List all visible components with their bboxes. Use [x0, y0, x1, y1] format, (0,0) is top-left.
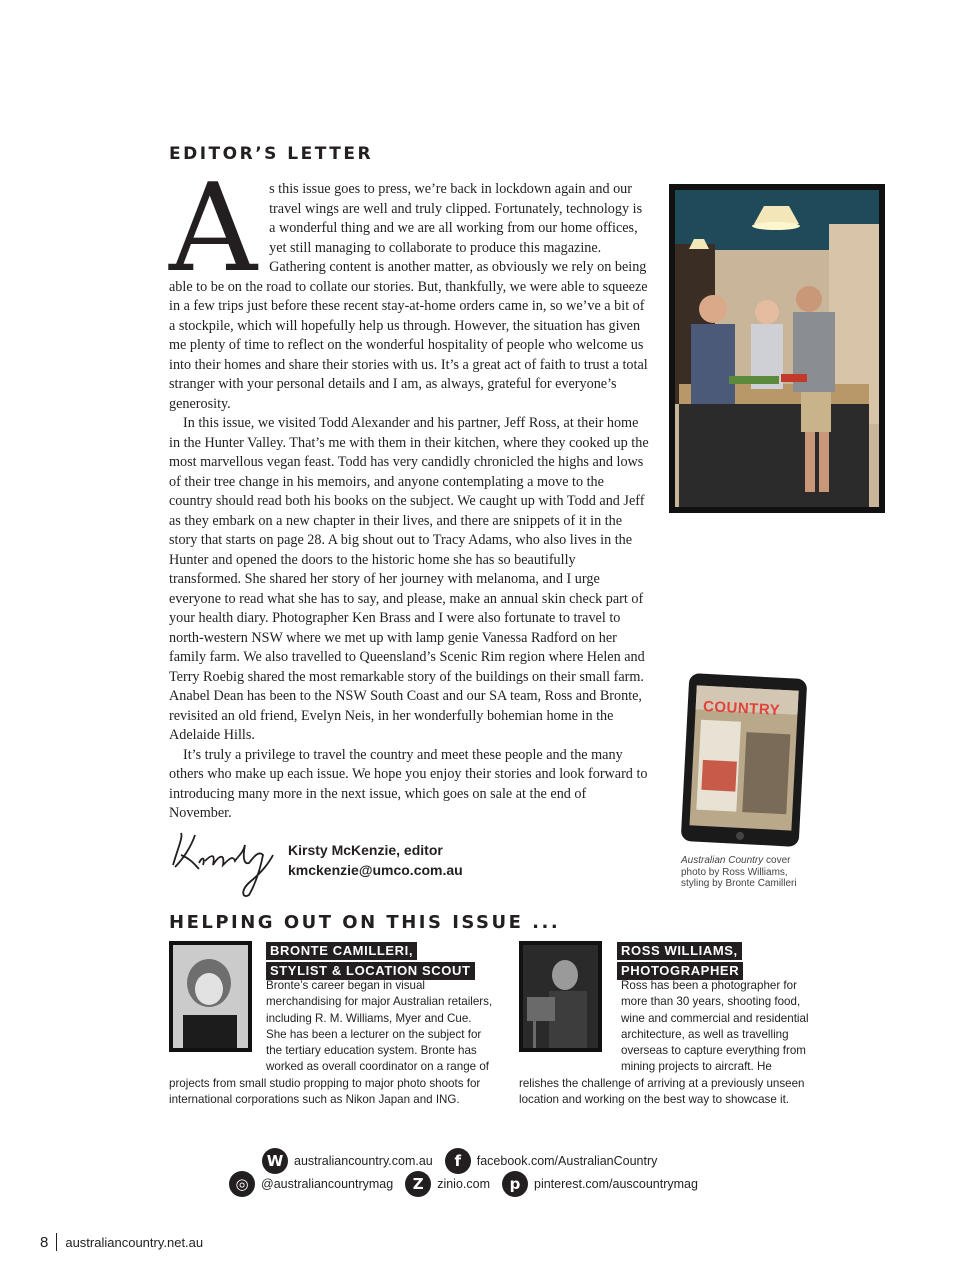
website-icon[interactable]: W — [262, 1148, 288, 1174]
page-title: EDITOR’S LETTER — [169, 144, 374, 164]
editor-letter — [169, 157, 649, 824]
letter-paragraph-1: s this issue goes to press, we’re back in lockdown again and our travel wings are well and truly clipped. Fortunately, technology is a wonderful thing and we are all working from our home offices, yet still managing to collaborate to produce this magazine. Gathering content is another matter, as obviously we rely on being able to be on the road to collate our stories. But, thankfully, we were able to squeeze in a few trips just before these recent stay-at-home orders came in, so we’ve a bit of a stockpile, which will hopefully help us through. However, the situation has given me plenty of time to reflect on the wonderful hospitality of people who welcome us into their homes and share their stories with us. It’s a great act of faith to trust a total stranger with your personal details and I am, as always, grateful for everyone’s generosity. — [169, 181, 648, 412]
instagram-link[interactable]: @australiancountrymag — [261, 1177, 394, 1191]
drop-cap: A — [169, 157, 258, 299]
zinio-link[interactable]: zinio.com — [437, 1177, 490, 1191]
cover-caption-text: cover photo by Ross Williams, styling by Bronte Camilleri — [681, 855, 797, 889]
kitchen-photo-image — [669, 184, 885, 513]
ross-name-tag: ROSS WILLIAMS, — [617, 942, 742, 960]
ross-bio — [519, 978, 814, 1108]
kitchen-photo — [669, 184, 885, 513]
bronte-bio-text: Bronte’s career began in visual merchandising for major Australian retailers, including R. M. Williams, Myer and Cue. She has been a lecturer on the subject for the tertiary education system. Bronte has worked as overall coordinator on a range of projects from small studio propping to major photo shoots for international corporations such as Nikon Japan and ING. — [169, 979, 493, 1107]
page-number: 8 — [40, 1233, 49, 1251]
letter-paragraph-3: It’s truly a privilege to travel the country and meet these people and the many others who make up each issue. We hope you enjoy their stories and look forward to introducing many more in the next issue, which goes on sale at the end of November. — [169, 746, 648, 821]
ross-tag — [617, 942, 743, 980]
helpers-title: HELPING OUT ON THIS ISSUE ... — [169, 912, 561, 933]
website-link[interactable]: australiancountry.com.au — [294, 1154, 433, 1168]
editor-email[interactable]: kmckenzie@umco.com.au — [288, 862, 463, 878]
cover-mag-title: COUNTRY — [702, 697, 781, 720]
signature — [169, 825, 279, 901]
zinio-icon[interactable]: Z — [405, 1171, 431, 1197]
page-footer — [40, 1233, 203, 1251]
ross-bio-text: Ross has been a photographer for more than 30 years, shooting food, wine and commercial and residential architecture, as well as travelling overseas to capture everything from mining projects to aircraft. He relishes the challenge of arriving at a previously unseen location and working on the best way to showcase it. — [519, 979, 809, 1107]
editor-name: Kirsty McKenzie, editor — [288, 842, 443, 858]
instagram-icon[interactable]: ◎ — [229, 1171, 255, 1197]
editor-signoff — [288, 840, 463, 880]
facebook-link[interactable]: facebook.com/AustralianCountry — [476, 1154, 658, 1168]
cover-caption-magazine: Australian Country — [681, 855, 764, 866]
footer-divider — [56, 1233, 57, 1251]
ross-role-tag: PHOTOGRAPHER — [617, 962, 743, 980]
facebook-icon[interactable]: f — [445, 1148, 471, 1174]
bronte-role-tag: STYLIST & LOCATION SCOUT — [266, 962, 475, 980]
signature-image — [169, 825, 279, 901]
bronte-name-tag: BRONTE CAMILLERI, — [266, 942, 417, 960]
cover-tablet — [679, 672, 809, 848]
bronte-bio — [169, 978, 494, 1108]
pinterest-link[interactable]: pinterest.com/auscountrymag — [534, 1177, 698, 1191]
tablet-image — [679, 672, 809, 848]
pinterest-icon[interactable]: p — [502, 1171, 528, 1197]
footer-site[interactable]: australiancountry.net.au — [65, 1234, 204, 1250]
letter-paragraph-2: In this issue, we visited Todd Alexander and his partner, Jeff Ross, at their home in the Hunter Valley. That’s me with them in their kitchen, where they cooked up the most marvellous vegan feast. Todd has very candidly chronicled the highs and lows of their tree change in his memoirs, and anyone contemplating a move to the country should read both his books on the subject. We caught up with Todd and Jeff as they embark on a new chapter in their lives, and there are snippets of it in the story that starts on page 28. A big shout out to Tracy Adams, who also lives in the Hunter and opened the doors to the historic home she has so beautifully transformed. She shared her story of her journey with melanoma, and I urge everyone to read what she has to say, and please, make an annual skin check part of your health diary. Photographer Ken Brass and I were also fortunate to travel to north-western NSW where we met up with lamp genie Vanessa Radford on her family farm. We also travelled to Queensland’s Scenic Rim region where Helen and Terry Roebig shared the most remarkable story of the buildings on their small farm. Anabel Dean has been to the NSW South Coast and our SA team, Ross and Bronte, revisited an old friend, Evelyn Neis, in her wonderfully bohemian home in the Adelaide Hills. — [169, 415, 649, 743]
bronte-tag — [266, 942, 475, 980]
cover-caption — [681, 855, 811, 890]
social-row-2 — [229, 1171, 698, 1197]
